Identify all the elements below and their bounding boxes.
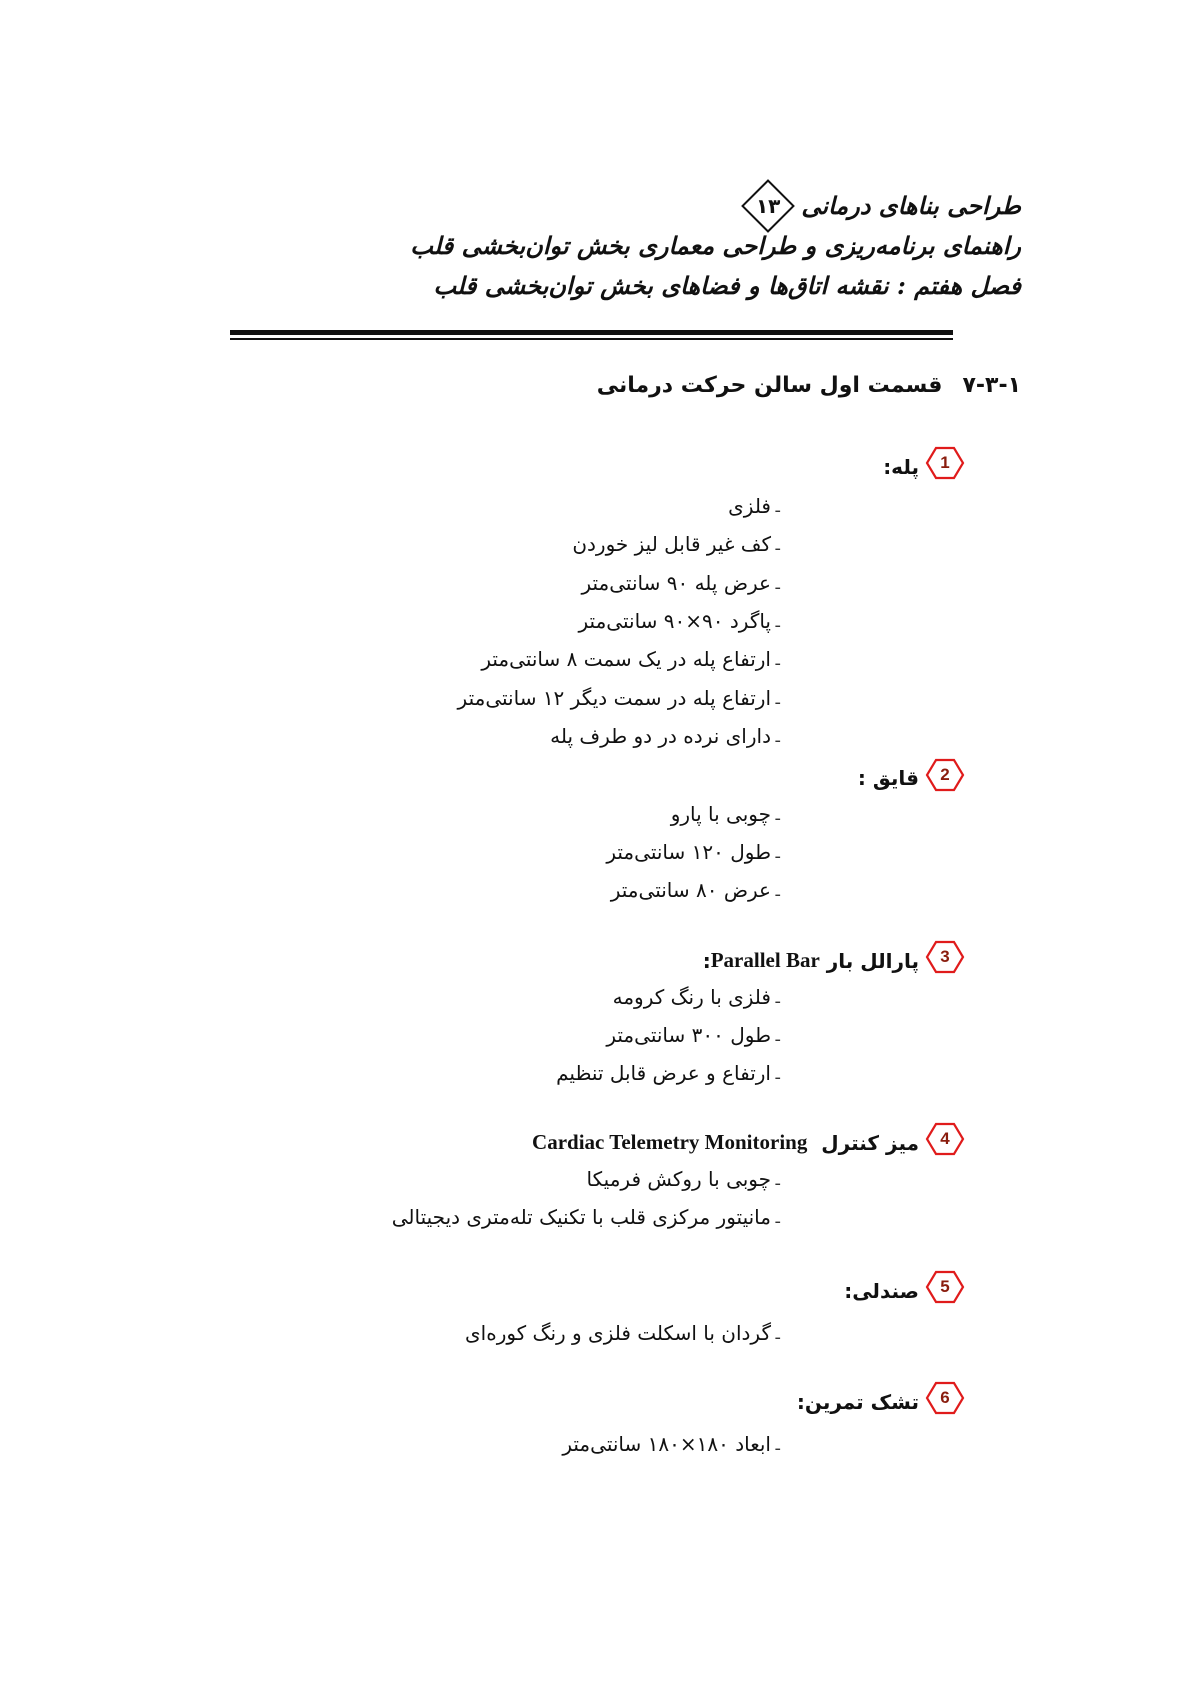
- header-rule-thick: [230, 330, 953, 335]
- item-heading-text: صندلی:: [844, 1279, 919, 1303]
- running-header: [221, 186, 1021, 306]
- list-dash: -: [774, 808, 781, 829]
- list-item: عرض ۸۰ سانتی‌متر: [610, 878, 771, 902]
- list-dash: -: [774, 1173, 781, 1194]
- list-item: ابعاد ۱۸۰×۱۸۰ سانتی‌متر: [562, 1432, 771, 1456]
- item-heading-suffix: :: [702, 948, 711, 973]
- header-line-3: فصل هفتم : نقشه اتاق‌ها و فضاهای بخش توان‌بخشی قلب: [433, 271, 1021, 300]
- list-item: فلزی: [728, 494, 771, 518]
- list-dash: -: [774, 692, 781, 713]
- list-item: گردان با اسکلت فلزی و رنگ کوره‌ای: [465, 1321, 771, 1345]
- list-item: فلزی با رنگ کرومه: [612, 985, 771, 1009]
- item-heading-text: پارالل بار: [826, 948, 919, 973]
- list-item: دارای نرده در دو طرف پله: [550, 724, 771, 748]
- list-dash: -: [774, 615, 781, 636]
- item-heading: [858, 766, 919, 790]
- list-dash: -: [774, 577, 781, 598]
- item-number: 2: [940, 765, 950, 784]
- list-dash: -: [774, 846, 781, 867]
- list-item: کف غیر قابل لیز خوردن: [572, 532, 771, 556]
- list-dash: -: [774, 500, 781, 521]
- item-heading-english: Parallel Bar: [710, 948, 820, 972]
- list-dash: -: [774, 1067, 781, 1088]
- item-heading-english: Cardiac Telemetry Monitoring: [532, 1130, 808, 1154]
- item-heading: [703, 948, 919, 973]
- header-line-2: راهنمای برنامه‌ریزی و طراحی معماری بخش توان‌بخشی قلب: [410, 231, 1021, 260]
- item-heading: [797, 1390, 919, 1414]
- book-title: طراحی بناهای درمانی: [801, 191, 1021, 220]
- header-line-1: [221, 186, 1021, 226]
- item-number-hexagon: [925, 446, 965, 480]
- item-number-hexagon: [925, 1122, 965, 1156]
- section-number: ۷-۳-۱: [962, 373, 1021, 398]
- item-number: 6: [940, 1388, 950, 1407]
- list-item: مانیتور مرکزی قلب با تکنیک تله‌متری دیجیتالی: [391, 1205, 771, 1229]
- list-item: طول ۱۲۰ سانتی‌متر: [606, 840, 771, 864]
- item-number-hexagon: [925, 758, 965, 792]
- list-dash: -: [774, 730, 781, 751]
- item-number: 5: [940, 1277, 950, 1296]
- header-rule-thin: [230, 338, 953, 340]
- list-dash: -: [774, 538, 781, 559]
- item-heading: [844, 1279, 919, 1303]
- item-heading-text: قایق :: [857, 766, 919, 790]
- list-dash: -: [774, 1211, 781, 1232]
- list-item: ارتفاع و عرض قابل تنظیم: [556, 1061, 771, 1085]
- list-dash: -: [774, 991, 781, 1012]
- item-heading-text: میز کنترل: [821, 1130, 919, 1155]
- section-heading: [597, 373, 1021, 398]
- list-item: ارتفاع پله در یک سمت ۸ سانتی‌متر: [481, 647, 771, 671]
- list-dash: -: [774, 884, 781, 905]
- item-heading-text: پله:: [883, 455, 919, 479]
- item-number: 1: [940, 453, 950, 472]
- list-dash: -: [774, 1438, 781, 1459]
- item-heading: [532, 1130, 919, 1155]
- list-dash: -: [774, 1327, 781, 1348]
- list-item: پاگرد ۹۰×۹۰ سانتی‌متر: [578, 609, 771, 633]
- list-item: ارتفاع پله در سمت دیگر ۱۲ سانتی‌متر: [457, 686, 771, 710]
- item-number-hexagon: [925, 1270, 965, 1304]
- list-dash: -: [774, 653, 781, 674]
- book-volume-number: ۱۳: [756, 194, 781, 219]
- list-item: چوبی با روکش فرمیکا: [586, 1167, 771, 1191]
- list-item: چوبی با پارو: [670, 802, 771, 826]
- item-number: 3: [940, 947, 950, 966]
- item-number-hexagon: [925, 940, 965, 974]
- chapter-number-diamond: [741, 179, 795, 233]
- item-heading-text: تشک تمرین:: [796, 1390, 919, 1414]
- section-title: قسمت اول سالن حرکت درمانی: [596, 373, 943, 398]
- item-number: 4: [940, 1129, 950, 1148]
- list-item: طول ۳۰۰ سانتی‌متر: [606, 1023, 771, 1047]
- item-number-hexagon: [925, 1381, 965, 1415]
- list-dash: -: [774, 1029, 781, 1050]
- item-heading: [883, 455, 919, 479]
- list-item: عرض پله ۹۰ سانتی‌متر: [581, 571, 771, 595]
